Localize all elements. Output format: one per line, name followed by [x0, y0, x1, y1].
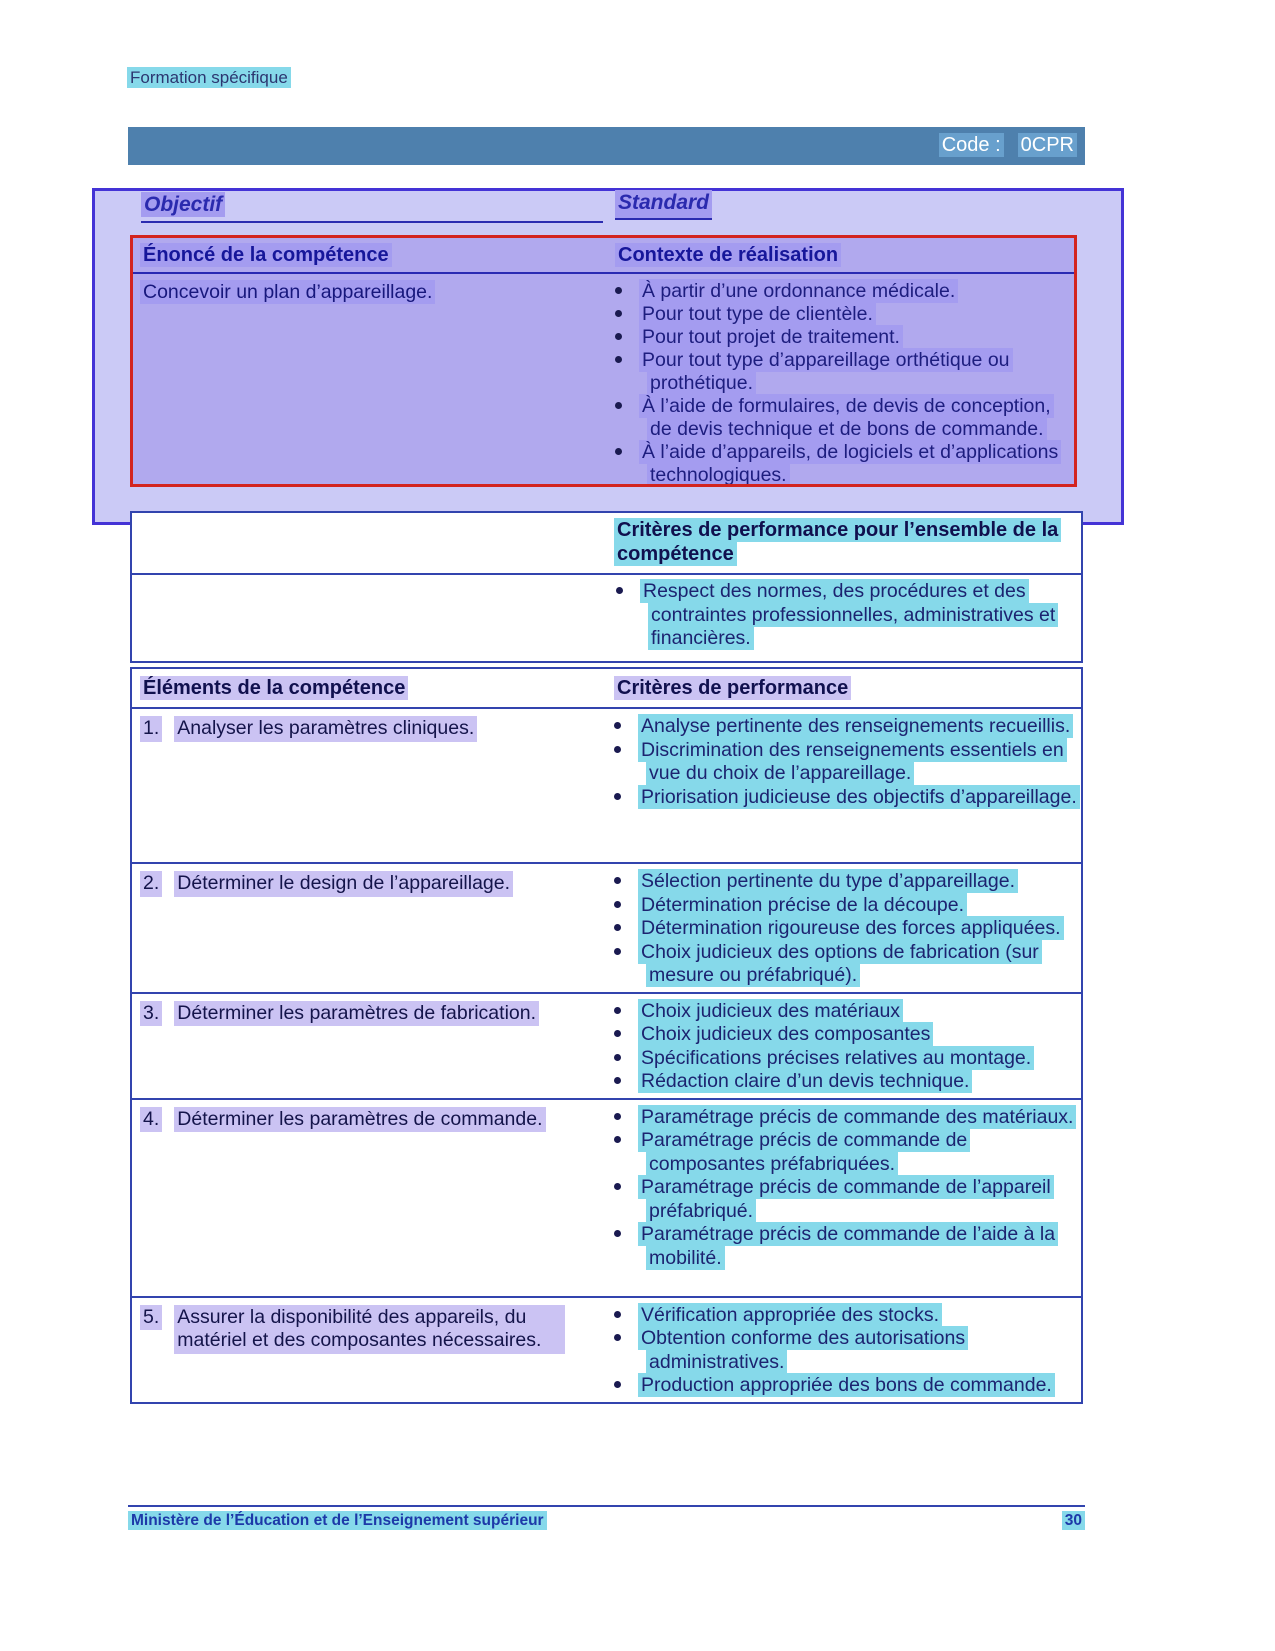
element-item — [140, 871, 600, 897]
criteria-cell — [606, 1100, 1081, 1296]
list-item — [615, 326, 1074, 349]
list-item — [614, 941, 1081, 988]
title-bar — [128, 127, 1085, 165]
bullet-text: À l’aide d’appareils, de logiciels et d’applications technologiques. — [639, 440, 1061, 487]
section-label-text: Formation spécifique — [127, 67, 291, 88]
elements-header-cell — [132, 677, 606, 700]
list-item — [614, 894, 1081, 918]
competency-statement-table — [130, 235, 1077, 487]
overall-criteria-table — [130, 511, 1083, 663]
page-number-run: 30 — [1062, 1511, 1085, 1530]
item-text: Déterminer les paramètres de fabrication. — [174, 1001, 539, 1027]
section-label — [127, 68, 291, 88]
bullet-icon — [614, 1230, 621, 1237]
bullet-icon — [614, 1030, 621, 1037]
bullet-icon — [615, 287, 622, 294]
bullet-icon — [614, 1334, 621, 1341]
item-text: Déterminer les paramètres de commande. — [174, 1107, 545, 1133]
item-text: Assurer la disponibilité des appareils, du matériel et des composantes nécessaires. — [174, 1305, 565, 1354]
bullet-text: Vérification appropriée des stocks. — [638, 1303, 942, 1327]
bullet-icon — [615, 448, 622, 455]
overall-criteria-header-text: Critères de performance pour l’ensemble de la compétence — [614, 518, 1061, 566]
list-item — [614, 917, 1081, 941]
footer-text — [128, 1512, 547, 1530]
list-item — [615, 441, 1074, 487]
bullet-text: Priorisation judicieuse des objectifs d’appareillage. — [638, 785, 1080, 809]
bullet-icon — [614, 877, 621, 884]
code-label: Code : — [939, 133, 1004, 157]
enonce-text: Concevoir un plan d’appareillage. — [140, 280, 435, 304]
overall-criteria-header — [132, 513, 1081, 575]
criteria-header-cell — [606, 677, 1081, 700]
element-cell — [132, 994, 606, 1098]
item-number: 4. — [140, 1107, 162, 1133]
list-item — [614, 1047, 1081, 1071]
bullet-text: Paramétrage précis de commande de composantes préfabriquées. — [638, 1128, 970, 1176]
footer-text-run: Ministère de l’Éducation et de l’Enseignement supérieur — [128, 1511, 547, 1530]
bullet-text: Obtention conforme des autorisations administratives. — [638, 1326, 968, 1374]
element-item — [140, 1107, 600, 1133]
table-row — [132, 1100, 1081, 1298]
bullet-text: Discrimination des renseignements essentiels en vue du choix de l’appareillage. — [638, 738, 1067, 786]
bullet-icon — [614, 948, 621, 955]
bullet-icon — [614, 1381, 621, 1388]
bullet-icon — [616, 587, 623, 594]
list-item — [615, 395, 1074, 441]
contexte-bullet-list — [607, 274, 1074, 487]
competency-table-header-row — [133, 238, 1074, 274]
list-item — [615, 303, 1074, 326]
list-item — [614, 786, 1081, 810]
bullet-text: Paramétrage précis de commande de l’aide à la mobilité. — [638, 1222, 1058, 1270]
competency-table-body-row — [133, 274, 1074, 487]
bullet-text: Pour tout type de clientèle. — [639, 302, 876, 326]
code-value: 0CPR — [1018, 133, 1077, 157]
list-item — [614, 1327, 1081, 1374]
list-item — [614, 1129, 1081, 1176]
list-item — [614, 1106, 1081, 1130]
list-item — [614, 715, 1081, 739]
bullet-text: À partir d’une ordonnance médicale. — [639, 279, 958, 303]
list-item — [614, 1176, 1081, 1223]
bullet-icon — [614, 722, 621, 729]
page-footer — [128, 1505, 1085, 1530]
element-item — [140, 1305, 600, 1354]
bullet-text: Paramétrage précis de commande des matériaux. — [638, 1105, 1076, 1129]
item-number: 1. — [140, 716, 162, 742]
code-field — [939, 134, 1077, 157]
objectif-heading — [141, 191, 603, 223]
element-cell — [132, 864, 606, 992]
elements-table — [130, 667, 1083, 1404]
contexte-header-text: Contexte de réalisation — [615, 243, 841, 267]
bullet-icon — [614, 793, 621, 800]
bullet-text: Détermination précise de la découpe. — [638, 893, 967, 917]
bullet-text: Production appropriée des bons de commande. — [638, 1373, 1055, 1397]
criteria-cell — [606, 1298, 1081, 1402]
element-item — [140, 1001, 600, 1027]
bullet-icon — [614, 746, 621, 753]
table-row — [132, 864, 1081, 994]
criteria-header-text: Critères de performance — [614, 676, 851, 700]
page-number — [1062, 1512, 1085, 1530]
item-number: 3. — [140, 1001, 162, 1027]
enonce-header-text: Énoncé de la compétence — [140, 243, 392, 267]
list-item — [616, 580, 1073, 651]
table-row — [132, 709, 1081, 864]
element-item — [140, 716, 600, 742]
bullet-icon — [614, 1183, 621, 1190]
table-row — [132, 1298, 1081, 1402]
list-item — [615, 280, 1074, 303]
bullet-text: À l’aide de formulaires, de devis de conception, de devis technique et de bons de commande. — [639, 394, 1054, 441]
bullet-text: Spécifications précises relatives au montage. — [638, 1046, 1034, 1070]
item-text: Analyser les paramètres cliniques. — [174, 716, 477, 742]
bullet-text: Choix judicieux des matériaux — [638, 999, 903, 1023]
objectif-heading-text: Objectif — [141, 192, 225, 217]
list-item — [614, 739, 1081, 786]
overall-criteria-header-wrap — [614, 519, 1073, 566]
bullet-icon — [615, 333, 622, 340]
elements-table-header-row — [132, 669, 1081, 709]
criteria-cell — [606, 864, 1081, 992]
contexte-header-cell — [607, 244, 1074, 267]
bullet-icon — [614, 1136, 621, 1143]
elements-header-text: Éléments de la compétence — [140, 676, 408, 700]
list-item — [614, 1023, 1081, 1047]
item-number: 5. — [140, 1305, 162, 1331]
list-item — [614, 870, 1081, 894]
bullet-icon — [614, 1007, 621, 1014]
list-item — [614, 1223, 1081, 1270]
element-cell — [132, 1100, 606, 1296]
bullet-icon — [615, 310, 622, 317]
standard-heading — [615, 191, 712, 215]
bullet-icon — [615, 402, 622, 409]
bullet-icon — [615, 356, 622, 363]
bullet-text: Rédaction claire d’un devis technique. — [638, 1069, 972, 1093]
bullet-text: Choix judicieux des options de fabrication (sur mesure ou préfabriqué). — [638, 940, 1042, 988]
list-item — [614, 1374, 1081, 1398]
overall-criteria-body — [132, 575, 1081, 661]
list-item — [615, 349, 1074, 395]
bullet-text: Analyse pertinente des renseignements recueillis. — [638, 714, 1073, 738]
enonce-header-cell — [133, 244, 607, 267]
bullet-icon — [614, 924, 621, 931]
enonce-cell — [133, 274, 607, 487]
bullet-text: Pour tout type d’appareillage orthétique ou prothétique. — [639, 348, 1013, 395]
bullet-text: Paramétrage précis de commande de l’appareil préfabriqué. — [638, 1175, 1054, 1223]
standard-heading-text: Standard — [615, 190, 712, 220]
bullet-text: Sélection pertinente du type d’appareillage. — [638, 869, 1018, 893]
bullet-icon — [614, 1311, 621, 1318]
bullet-icon — [614, 1054, 621, 1061]
item-number: 2. — [140, 871, 162, 897]
list-item — [614, 1304, 1081, 1328]
element-cell — [132, 1298, 606, 1402]
bullet-text: Choix judicieux des composantes — [638, 1022, 933, 1046]
table-row — [132, 994, 1081, 1100]
bullet-icon — [614, 901, 621, 908]
objective-standard-box — [92, 188, 1124, 525]
criteria-cell — [606, 709, 1081, 862]
bullet-icon — [614, 1077, 621, 1084]
item-text: Déterminer le design de l’appareillage. — [174, 871, 513, 897]
list-item — [614, 1070, 1081, 1094]
bullet-text: Respect des normes, des procédures et des contraintes professionnelles, administratives et financières. — [640, 579, 1058, 650]
list-item — [614, 1000, 1081, 1024]
bullet-text: Pour tout projet de traitement. — [639, 325, 903, 349]
criteria-cell — [606, 994, 1081, 1098]
element-cell — [132, 709, 606, 862]
bullet-icon — [614, 1113, 621, 1120]
bullet-text: Détermination rigoureuse des forces appliquées. — [638, 916, 1064, 940]
